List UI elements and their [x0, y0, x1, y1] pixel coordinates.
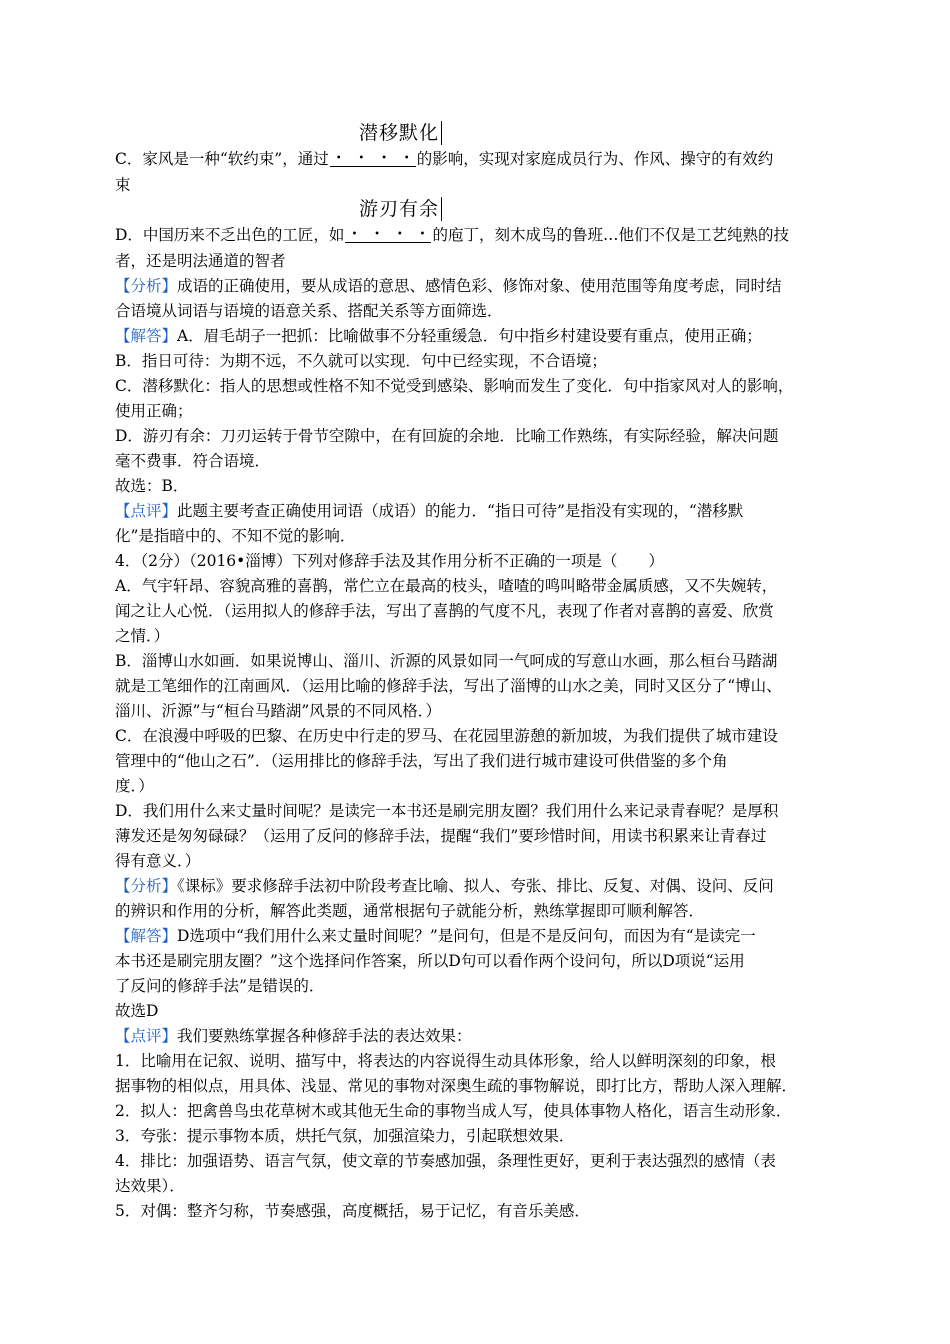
comment-tag: 【点评】	[115, 502, 178, 520]
q3-choice: 故选：B．	[115, 477, 189, 495]
idiom-image-c	[359, 121, 442, 145]
q4-answer-3: 了反问的修辞手法”是错误的．	[115, 977, 325, 995]
analysis-tag: 【分析】	[115, 277, 178, 295]
comment-tag: 【点评】	[115, 1027, 178, 1045]
q3-answer-c1: C．潜移默化：指人的思想或性格不知不觉受到感染、影响而发生了变化．句中指家风对人的影响，	[115, 377, 794, 395]
q3-comment-2: 化”是指暗中的、不知不觉的影响．	[115, 527, 356, 545]
q4-comment: 【点评】我们要熟练掌握各种修辞手法的表达效果：	[115, 1027, 472, 1045]
q3-answer-d1: D．游刃有余：刀刃运转于骨节空隙中，在有回旋的余地．比喻工作熟练，有实际经验，解决问题	[115, 427, 779, 445]
q4-b3: 淄川、沂源”与“桓台马踏湖”风景的不同风格．）	[115, 702, 442, 720]
blank-d: • • • •	[345, 226, 431, 243]
answer-tag: 【解答】	[115, 327, 178, 345]
q4-stem: 4．（2分）（2016•淄博）下列对修辞手法及其作用分析不正确的一项是（ ）	[115, 552, 664, 570]
q3-answer-c2: 使用正确；	[115, 402, 193, 420]
idiom-text-d: 游刃有余	[359, 198, 440, 220]
option-c-suffix: 的影响，实现对家庭成员行为、作风、操守的有效约	[416, 150, 774, 168]
q4-analysis: 【分析】《课标》要求修辞手法初中阶段考查比喻、拟人、夸张、排比、反复、对偶、设问、反问	[115, 877, 774, 895]
q3-answer-b: B．指日可待：为期不远，不久就可以实现．句中已经实现，不合语境；	[115, 352, 607, 370]
option-d-prefix: D．中国历来不乏出色的工匠，如	[115, 226, 345, 244]
idiom-text-c: 潜移默化	[359, 122, 440, 144]
q3-answer: 【解答】A．眉毛胡子一把抓：比喻做事不分轻重缓急．句中指乡村建设要有重点，使用正确；	[115, 327, 762, 345]
q4-analysis-2: 的辨识和作用的分析，解答此类题，通常根据句子就能分析，熟练掌握即可顺利解答．	[115, 902, 705, 920]
option-c-line	[115, 148, 773, 170]
idiom-image-d	[359, 197, 442, 221]
q4-choice: 故选D	[115, 1002, 159, 1020]
q4-a3: 之情．）	[115, 627, 170, 645]
option-c-cont: 束	[115, 176, 131, 194]
q4-point-2: 2．拟人：把禽兽鸟虫花草树木或其他无生命的事物当成人写，使具体事物人格化，语言生动形象．	[115, 1102, 792, 1120]
q4-point-5: 5．对偶：整齐匀称，节奏感强，高度概括，易于记忆，有音乐美感．	[115, 1202, 590, 1220]
q4-c1: C．在浪漫中呼吸的巴黎、在历史中行走的罗马、在花园里游憩的新加坡，为我们提供了城市建设	[115, 727, 778, 745]
q4-point-4a: 4．排比：加强语势、语言气氛，使文章的节奏感加强，条理性更好，更利于表达强烈的感情（表	[115, 1152, 776, 1170]
q4-c3: 度．）	[115, 777, 154, 795]
q3-analysis-2: 合语境从词语与语境的语意关系、搭配关系等方面筛选．	[115, 302, 503, 320]
option-d-suffix: 的庖丁，刻木成鸟的鲁班…他们不仅是工艺纯熟的技	[432, 226, 789, 244]
q4-answer-2: 本书还是刷完朋友圈？”这个选择问作答案，所以D句可以看作两个设问句，所以D项说“运用	[115, 952, 745, 970]
q4-b1: B．淄博山水如画．如果说博山、淄川、沂源的风景如同一气呵成的写意山水画，那么桓台马踏湖	[115, 652, 778, 670]
answer-tag: 【解答】	[115, 927, 178, 945]
q4-d2: 薄发还是匆匆碌碌？（运用了反问的修辞手法，提醒“我们”要珍惜时间，用读书积累来让青春过	[115, 827, 767, 845]
q4-point-3: 3．夸张：提示事物本质，烘托气氛，加强渲染力，引起联想效果．	[115, 1127, 575, 1145]
q4-point-1a: 1．比喻用在记叙、说明、描写中，将表达的内容说得生动具体形象，给人以鲜明深刻的印象，根	[115, 1052, 776, 1070]
option-c-prefix: C．家风是一种“软约束”，通过	[115, 150, 329, 168]
q4-a1: A．气宇轩昂、容貌高雅的喜鹊，常伫立在最高的枝头，喳喳的鸣叫略带金属质感，又不失婉转，	[115, 577, 778, 595]
q4-c2: 管理中的“他山之石”．（运用排比的修辞手法，写出了我们进行城市建设可供借鉴的多个角	[115, 752, 728, 770]
q3-comment: 【点评】此题主要考查正确使用词语（成语）的能力．“指日可待”是指没有实现的，“潜移默	[115, 502, 744, 520]
analysis-tag: 【分析】	[115, 877, 178, 895]
q4-a2: 闻之让人心悦．（运用拟人的修辞手法，写出了喜鹊的气度不凡，表现了作者对喜鹊的喜爱、欣赏	[115, 602, 774, 620]
q3-analysis: 【分析】成语的正确使用，要从成语的意思、感情色彩、修饰对象、使用范围等角度考虑，同时结	[115, 277, 782, 295]
q4-point-4b: 达效果）．	[115, 1177, 185, 1195]
blank-c: • • • •	[330, 150, 416, 167]
q4-answer: 【解答】D选项中“我们用什么来丈量时间呢？”是问句，但是不是反问句，而因为有“是读完一	[115, 927, 756, 945]
q4-d1: D．我们用什么来丈量时间呢？是读完一本书还是刷完朋友圈？我们用什么来记录青春呢？是厚积	[115, 802, 779, 820]
option-d-line	[115, 224, 789, 246]
q4-d3: 得有意义．）	[115, 852, 201, 870]
q4-point-1b: 据事物的相似点，用具体、浅显、常见的事物对深奥生疏的事物解说，即打比方，帮助人深入理解．	[115, 1077, 798, 1095]
q3-answer-d2: 毫不费事．符合语境．	[115, 452, 271, 470]
q4-b2: 就是工笔细作的江南画风．（运用比喻的修辞手法，写出了淄博的山水之美，同时又区分了“博山、	[115, 677, 782, 695]
option-d-cont: 者，还是明法通道的智者	[115, 252, 286, 270]
